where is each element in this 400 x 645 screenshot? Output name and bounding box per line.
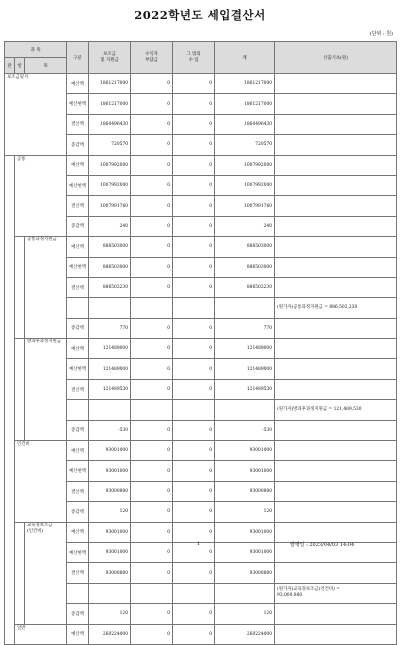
header-mok: 목 xyxy=(25,58,67,74)
amount-cell: 1007991760 xyxy=(215,196,275,216)
amount-cell: 0 xyxy=(173,94,215,114)
amount-cell: 0 xyxy=(173,563,215,583)
amount-cell: 0 xyxy=(131,237,173,257)
gubun-cell: 예산액 xyxy=(67,624,89,644)
indent-cell xyxy=(5,155,15,644)
amount-cell: 0 xyxy=(131,563,173,583)
amount-cell: 1007992000 xyxy=(215,175,275,195)
basis-cell xyxy=(275,155,397,175)
header-basis: 산출기초(원) xyxy=(275,42,397,74)
amount-cell: 886503000 xyxy=(89,257,131,277)
basis-cell: (원가자)방과후과정지원금 = 121,489,530 xyxy=(275,400,397,420)
amount-cell xyxy=(131,583,173,603)
amount-cell xyxy=(173,400,215,420)
amount-cell: 240 xyxy=(89,216,131,236)
amount-cell: 121489000 xyxy=(89,359,131,379)
basis-cell xyxy=(275,461,397,481)
basis-cell xyxy=(275,563,397,583)
amount-cell: 0 xyxy=(173,441,215,461)
amount-cell: 0 xyxy=(131,359,173,379)
amount-cell: 0 xyxy=(173,359,215,379)
print-date: 발행일 : 2023/04/03 14:04 xyxy=(290,542,355,548)
basis-cell: (원가자)공통과정지원금 = 886,502,230 xyxy=(275,298,397,318)
gubun-cell: 예산현액 xyxy=(67,461,89,481)
amount-cell: 1861217000 xyxy=(89,94,131,114)
amount-cell: 886503000 xyxy=(215,257,275,277)
amount-cell: 1861217000 xyxy=(215,94,275,114)
gubun-cell: 예산액 xyxy=(67,522,89,542)
gubun-cell: 예산액 xyxy=(67,441,89,461)
gubun-cell: 증감액 xyxy=(67,420,89,440)
amount-cell: 121489000 xyxy=(215,359,275,379)
indent-cell xyxy=(15,339,25,441)
amount-cell: 121489000 xyxy=(215,339,275,359)
gubun-cell: 결산액 xyxy=(67,379,89,399)
amount-cell: 770 xyxy=(89,318,131,338)
gubun-cell: 예산현액 xyxy=(67,175,89,195)
amount-cell: 93000880 xyxy=(89,481,131,501)
amount-cell: 120 xyxy=(89,604,131,624)
basis-cell xyxy=(275,135,397,155)
amount-cell: 0 xyxy=(131,502,173,522)
amount-cell: 93000880 xyxy=(215,481,275,501)
table-row xyxy=(5,237,397,257)
amount-cell xyxy=(215,583,275,603)
amount-cell: 1861217000 xyxy=(215,74,275,94)
amount-cell: 0 xyxy=(173,481,215,501)
amount-cell: 0 xyxy=(131,522,173,542)
gubun-cell xyxy=(67,298,89,318)
basis-cell xyxy=(275,624,397,644)
amount-cell: 93001000 xyxy=(215,522,275,542)
amount-cell: 720570 xyxy=(215,135,275,155)
gubun-cell: 예산현액 xyxy=(67,94,89,114)
amount-cell: 0 xyxy=(131,277,173,297)
amount-cell: 886503000 xyxy=(215,237,275,257)
amount-cell: 0 xyxy=(173,318,215,338)
amount-cell: 0 xyxy=(173,604,215,624)
header-bojogeum: 보조금 및 지원금 xyxy=(89,42,131,74)
header-kwan: 관 xyxy=(5,58,15,74)
basis-cell xyxy=(275,502,397,522)
amount-cell: 0 xyxy=(131,379,173,399)
gubun-cell: 결산액 xyxy=(67,481,89,501)
amount-cell: 0 xyxy=(173,196,215,216)
category-cell: 보조금및지 xyxy=(5,74,67,156)
gubun-cell: 결산액 xyxy=(67,114,89,134)
header-gubaui: 그 밖의 수 입 xyxy=(173,42,215,74)
amount-cell: 93001000 xyxy=(215,542,275,562)
amount-cell: 93001000 xyxy=(89,461,131,481)
header-kwan-mok: 과 목 xyxy=(5,42,67,58)
amount-cell: 121489530 xyxy=(215,379,275,399)
amount-cell xyxy=(173,583,215,603)
category-cell: 일반 xyxy=(15,624,67,644)
basis-cell xyxy=(275,441,397,461)
amount-cell: 770 xyxy=(215,318,275,338)
amount-cell: 0 xyxy=(131,339,173,359)
amount-cell: 1007992000 xyxy=(89,175,131,195)
amount-cell: 0 xyxy=(131,542,173,562)
basis-cell xyxy=(275,94,397,114)
basis-cell xyxy=(275,318,397,338)
document-title: 2022학년도 세입결산서 xyxy=(134,8,266,22)
amount-cell: 93001000 xyxy=(89,522,131,542)
amount-cell: 886503000 xyxy=(89,237,131,257)
amount-cell: 1007992000 xyxy=(89,155,131,175)
amount-cell: 0 xyxy=(173,155,215,175)
basis-cell xyxy=(275,196,397,216)
amount-cell xyxy=(89,298,131,318)
gubun-cell: 증감액 xyxy=(67,604,89,624)
amount-cell: 0 xyxy=(173,74,215,94)
amount-cell: 0 xyxy=(131,461,173,481)
basis-cell xyxy=(275,379,397,399)
amount-cell: 1007992000 xyxy=(215,155,275,175)
basis-cell xyxy=(275,237,397,257)
amount-cell: 0 xyxy=(131,114,173,134)
page-number: 1 xyxy=(197,541,201,547)
gubun-cell xyxy=(67,583,89,603)
amount-cell: 120 xyxy=(215,502,275,522)
gubun-cell: 예산액 xyxy=(67,74,89,94)
header-suikja: 수익자 부담금 xyxy=(131,42,173,74)
basis-cell xyxy=(275,359,397,379)
amount-cell: 120 xyxy=(89,502,131,522)
basis-cell xyxy=(275,74,397,94)
gubun-cell: 예산액 xyxy=(67,237,89,257)
amount-cell xyxy=(215,298,275,318)
basis-cell xyxy=(275,257,397,277)
amount-cell: 0 xyxy=(173,257,215,277)
amount-cell: 1860496430 xyxy=(89,114,131,134)
category-cell: 교육경보조금 (인건비) xyxy=(25,522,67,624)
amount-cell: 886502230 xyxy=(89,277,131,297)
amount-cell: -530 xyxy=(215,420,275,440)
amount-cell: 93000880 xyxy=(215,563,275,583)
amount-cell: 1860496430 xyxy=(215,114,275,134)
gubun-cell: 증감액 xyxy=(67,135,89,155)
amount-cell: 0 xyxy=(173,624,215,644)
amount-cell: 0 xyxy=(131,257,173,277)
gubun-cell: 증감액 xyxy=(67,318,89,338)
amount-cell: 93001000 xyxy=(89,542,131,562)
amount-cell: 0 xyxy=(173,379,215,399)
amount-cell: 0 xyxy=(173,135,215,155)
amount-cell: 0 xyxy=(131,175,173,195)
amount-cell xyxy=(131,400,173,420)
amount-cell: 93001000 xyxy=(215,441,275,461)
amount-cell: 93000880 xyxy=(89,563,131,583)
amount-cell xyxy=(131,298,173,318)
amount-cell: 0 xyxy=(131,135,173,155)
basis-cell xyxy=(275,420,397,440)
gubun-cell: 예산현액 xyxy=(67,359,89,379)
gubun-cell: 증감액 xyxy=(67,502,89,522)
category-cell: 공통 xyxy=(15,155,67,237)
header-gubun: 구분 xyxy=(67,42,89,74)
indent-cell xyxy=(15,237,25,339)
amount-cell: 0 xyxy=(173,542,215,562)
amount-cell: 0 xyxy=(131,155,173,175)
amount-cell: 1007991760 xyxy=(89,196,131,216)
amount-cell: 0 xyxy=(173,502,215,522)
gubun-cell xyxy=(67,400,89,420)
unit-label: (단위 : 원) xyxy=(369,31,393,37)
table-row xyxy=(5,441,397,461)
amount-cell: 0 xyxy=(173,522,215,542)
basis-cell xyxy=(275,277,397,297)
amount-cell: 720570 xyxy=(89,135,131,155)
amount-cell: 121489530 xyxy=(89,379,131,399)
amount-cell: 0 xyxy=(173,277,215,297)
amount-cell: 0 xyxy=(131,74,173,94)
gubun-cell: 예산현액 xyxy=(67,257,89,277)
table-row xyxy=(5,155,397,175)
amount-cell: 1861217000 xyxy=(89,74,131,94)
amount-cell: 0 xyxy=(131,318,173,338)
amount-cell: 0 xyxy=(131,420,173,440)
amount-cell xyxy=(215,400,275,420)
gubun-cell: 결산액 xyxy=(67,196,89,216)
amount-cell xyxy=(89,583,131,603)
amount-cell: 0 xyxy=(131,441,173,461)
amount-cell: 260224000 xyxy=(215,624,275,644)
amount-cell: 93001000 xyxy=(89,441,131,461)
header-hang: 항 xyxy=(15,58,25,74)
amount-cell: 0 xyxy=(173,175,215,195)
amount-cell: 0 xyxy=(131,94,173,114)
table-row xyxy=(5,339,397,359)
amount-cell: 0 xyxy=(173,339,215,359)
table-body xyxy=(5,74,397,645)
basis-cell xyxy=(275,339,397,359)
amount-cell: 0 xyxy=(173,237,215,257)
amount-cell: 260224000 xyxy=(89,624,131,644)
gubun-cell: 증감액 xyxy=(67,216,89,236)
gubun-cell: 예산액 xyxy=(67,155,89,175)
gubun-cell: 결산액 xyxy=(67,277,89,297)
amount-cell: 93001000 xyxy=(215,461,275,481)
category-cell: 공통과정지원금 xyxy=(25,237,67,339)
basis-cell: (원가자)교육경보조금(인건비) = 93,000,880 xyxy=(275,583,397,603)
gubun-cell: 예산현액 xyxy=(67,542,89,562)
basis-cell xyxy=(275,522,397,542)
basis-cell xyxy=(275,216,397,236)
category-cell: 방과후과정지원금 xyxy=(25,339,67,441)
table-row xyxy=(5,522,397,542)
header-total: 계 xyxy=(215,42,275,74)
amount-cell: 121489000 xyxy=(89,339,131,359)
category-cell: 인건비 xyxy=(15,441,67,523)
amount-cell: 0 xyxy=(131,196,173,216)
table-row xyxy=(5,74,397,94)
indent-cell xyxy=(15,522,25,624)
amount-cell: 120 xyxy=(215,604,275,624)
amount-cell: 0 xyxy=(173,461,215,481)
amount-cell xyxy=(89,400,131,420)
amount-cell: 0 xyxy=(173,114,215,134)
budget-settlement-table xyxy=(4,41,397,645)
basis-cell xyxy=(275,481,397,501)
amount-cell: 0 xyxy=(131,624,173,644)
gubun-cell: 결산액 xyxy=(67,563,89,583)
amount-cell: 0 xyxy=(131,481,173,501)
basis-cell xyxy=(275,604,397,624)
amount-cell xyxy=(173,298,215,318)
amount-cell: 0 xyxy=(131,604,173,624)
amount-cell: 0 xyxy=(173,216,215,236)
amount-cell: 240 xyxy=(215,216,275,236)
amount-cell: 0 xyxy=(173,420,215,440)
basis-cell xyxy=(275,114,397,134)
amount-cell: -530 xyxy=(89,420,131,440)
basis-cell xyxy=(275,175,397,195)
amount-cell: 886502230 xyxy=(215,277,275,297)
amount-cell: 0 xyxy=(131,216,173,236)
gubun-cell: 예산액 xyxy=(67,339,89,359)
table-row xyxy=(5,624,397,644)
